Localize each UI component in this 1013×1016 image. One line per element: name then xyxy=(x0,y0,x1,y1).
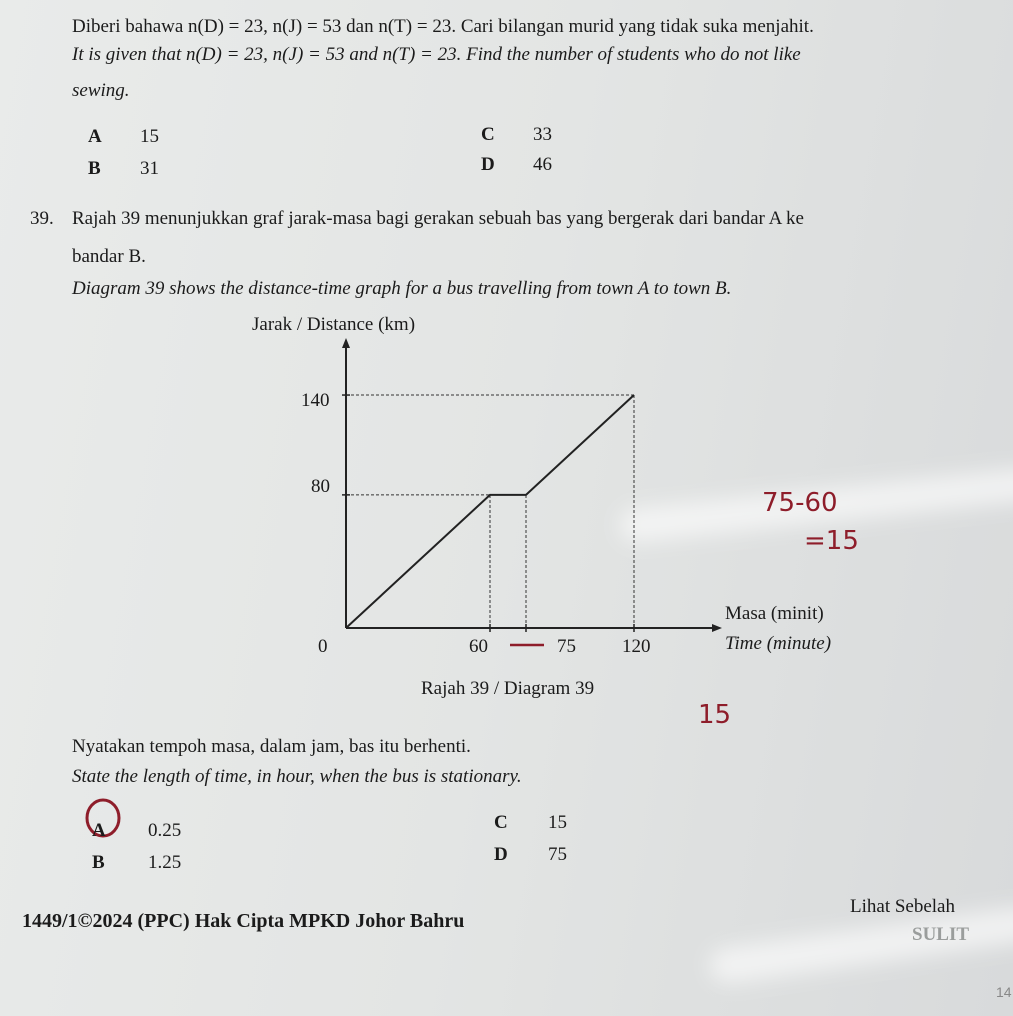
q38-line2: It is given that n(D) = 23, n(J) = 53 and n(T) = 23. Find the number of students who do not like xyxy=(72,44,801,65)
q38-option-a-letter: A xyxy=(88,126,102,147)
q39-option-a: 0.25 xyxy=(148,820,182,841)
x-label-ms: Masa (minit) xyxy=(725,603,824,624)
q38-option-b: 31 xyxy=(140,158,159,179)
x-tick-75: 75 xyxy=(557,636,576,657)
q39-line2: bandar B. xyxy=(72,246,146,267)
q38-option-d: 46 xyxy=(533,154,552,175)
x-tick-60: 60 xyxy=(469,636,488,657)
x-axis-arrow xyxy=(712,624,722,632)
q38-line3: sewing. xyxy=(72,80,130,101)
q39-prompt-en: State the length of time, in hour, when the bus is stationary. xyxy=(72,766,522,787)
x-tick-0: 0 xyxy=(318,636,328,657)
q38-line1: Diberi bahawa n(D) = 23, n(J) = 53 dan n(T) = 23. Cari bilangan murid yang tidak suka menjahit. xyxy=(72,16,814,37)
x-tick-120: 120 xyxy=(622,636,651,657)
chart-ylabel: Jarak / Distance (km) xyxy=(252,314,416,335)
q38-option-a: 15 xyxy=(140,126,159,147)
q39-number: 39. xyxy=(30,208,54,229)
q39-option-d-letter: D xyxy=(494,844,508,865)
page-number: 14 xyxy=(996,984,1012,1000)
handwritten-working-2: =15 xyxy=(804,526,859,556)
q39-option-d: 75 xyxy=(548,844,567,865)
footer-sulit: SULIT xyxy=(912,924,970,945)
diagram-caption: Rajah 39 / Diagram 39 xyxy=(421,678,595,699)
q39-line1: Rajah 39 menunjukkan graf jarak-masa bagi gerakan sebuah bas yang bergerak dari bandar A ke xyxy=(72,208,804,229)
handwritten-working-1: 75-60 xyxy=(762,488,838,518)
y-tick-140: 140 xyxy=(301,390,330,411)
q38-option-c-letter: C xyxy=(481,124,495,145)
q39-line3: Diagram 39 shows the distance-time graph for a bus travelling from town A to town B. xyxy=(72,278,732,299)
footer-next-page: Lihat Sebelah xyxy=(850,896,955,917)
q39-option-b-letter: B xyxy=(92,852,105,873)
x-label-en: Time (minute) xyxy=(725,633,832,654)
y-tick-80: 80 xyxy=(311,476,330,497)
footer-copyright: 1449/1©2024 (PPC) Hak Cipta MPKD Johor Bahru xyxy=(22,910,465,932)
q38-option-d-letter: D xyxy=(481,154,495,175)
y-axis-arrow xyxy=(342,338,350,348)
q38-option-b-letter: B xyxy=(88,158,101,179)
q39-option-b: 1.25 xyxy=(148,852,182,873)
handwritten-answer: 15 xyxy=(698,700,732,730)
q39-option-c-letter: C xyxy=(494,812,508,833)
q39-option-c: 15 xyxy=(548,812,567,833)
q39-prompt-ms: Nyatakan tempoh masa, dalam jam, bas itu berhenti. xyxy=(72,736,471,757)
q38-option-c: 33 xyxy=(533,124,552,145)
q39-option-a-letter: A xyxy=(92,820,106,841)
